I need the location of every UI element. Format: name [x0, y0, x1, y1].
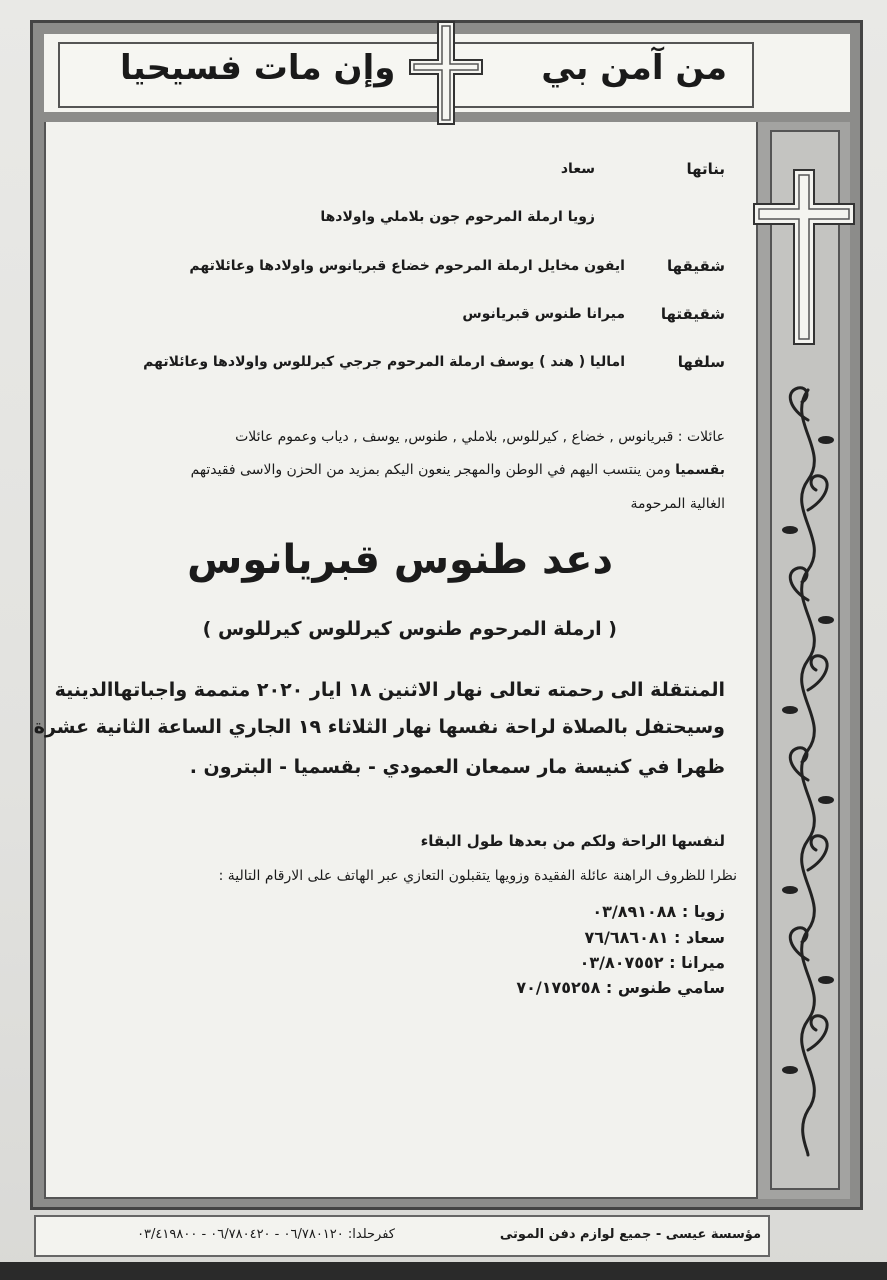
- condolence-note: نظرا للظروف الراهنة عائلة الفقيدة وزويها يتقبلون التعازي عبر الهاتف على الارقام التالية :: [218, 868, 737, 884]
- village-name: بقسميا: [675, 462, 725, 478]
- phone-row: ميرانا : ٠٣/٨٠٧٥٥٢: [579, 953, 725, 972]
- phone-name: ميرانا: [681, 953, 725, 972]
- relative-value: اماليا ( هند ) يوسف ارملة المرحوم جرجي كيرللوس واولادها وعائلاتهم: [143, 354, 625, 370]
- phone-number: ٧٠/١٧٥٢٥٨: [516, 978, 601, 997]
- announcement-line-1: المنتقلة الى رحمته تعالى نهار الاثنين ١٨ ايار ٢٠٢٠ متممة واجباتهاالدينية: [54, 679, 725, 701]
- phone-row: زويا : ٠٣/٨٩١٠٨٨: [592, 902, 725, 921]
- side-cross-icon: [752, 168, 856, 346]
- header-right-phrase: من آمن بي: [541, 48, 727, 88]
- phone-name: سامي طنوس: [617, 978, 725, 997]
- relative-label: شقيقها: [666, 257, 725, 275]
- families-line-2-rest: ومن ينتسب اليهم في الوطن والمهجر ينعون اليكم بمزيد من الحزن والاسى فقيدتهم: [190, 462, 676, 478]
- phone-number: ٠٣/٨٩١٠٨٨: [592, 902, 677, 921]
- announcement-line-2: وسيحتفل بالصلاة لراحة نفسها نهار الثلاثاء ١٩ الجاري الساعة الثانية عشرة: [33, 716, 725, 738]
- phone-name: زويا: [693, 902, 725, 921]
- relative-label: شقيقتها: [660, 305, 725, 323]
- closing-prayer: لنفسها الراحة ولكم من بعدها طول البقاء: [420, 832, 725, 850]
- relative-value: ميرانا طنوس قبريانوس: [462, 306, 625, 322]
- phone-number: ٧٦/٦٨٦٠٨١: [584, 928, 669, 947]
- footer-company: مؤسسة عيسى - جميع لوازم دفن الموتى: [499, 1227, 761, 1242]
- families-line-2: [191, 462, 725, 478]
- phone-name: سعاد: [686, 928, 725, 947]
- cross-icon: [406, 20, 486, 126]
- header-left-phrase: وإن مات فسيحيا: [120, 48, 396, 88]
- relative-label: بناتها: [686, 160, 725, 178]
- announcement-line-3: ظهرا في كنيسة مار سمعان العمودي - بقسميا - البترون .: [189, 756, 725, 778]
- phone-row: سعاد : ٧٦/٦٨٦٠٨١: [584, 928, 725, 947]
- phone-row: سامي طنوس : ٧٠/١٧٥٢٥٨: [516, 978, 725, 997]
- deceased-name: دعد طنوس قبريانوس: [187, 537, 613, 583]
- bottom-edge: [0, 1262, 887, 1280]
- vine-ornament-icon: [776, 380, 840, 1160]
- relative-label: سلفها: [677, 353, 725, 371]
- families-line-1: عائلات : قبريانوس , خضاع , كيرللوس, بلاملي , طنوس, يوسف , دياب وعموم عائلات: [235, 429, 725, 445]
- deceased-subtitle: ( ارملة المرحوم طنوس كيرللوس كيرللوس ): [202, 618, 617, 640]
- families-line-3: الغالية المرحومة: [630, 496, 725, 512]
- relative-value: سعاد: [560, 161, 595, 177]
- relative-value: زويا ارملة المرحوم جون بلاملي واولادها: [320, 209, 595, 225]
- phone-number: ٠٣/٨٠٧٥٥٢: [579, 953, 664, 972]
- relative-value: ايفون مخايل ارملة المرحوم خضاع قبريانوس واولادها وعائلاتهم: [189, 258, 625, 274]
- footer-contact: كفرحلدا: ٠٦/٧٨٠١٢٠ - ٠٦/٧٨٠٤٢٠ - ٠٣/٤١٩٨٠٠: [137, 1227, 395, 1242]
